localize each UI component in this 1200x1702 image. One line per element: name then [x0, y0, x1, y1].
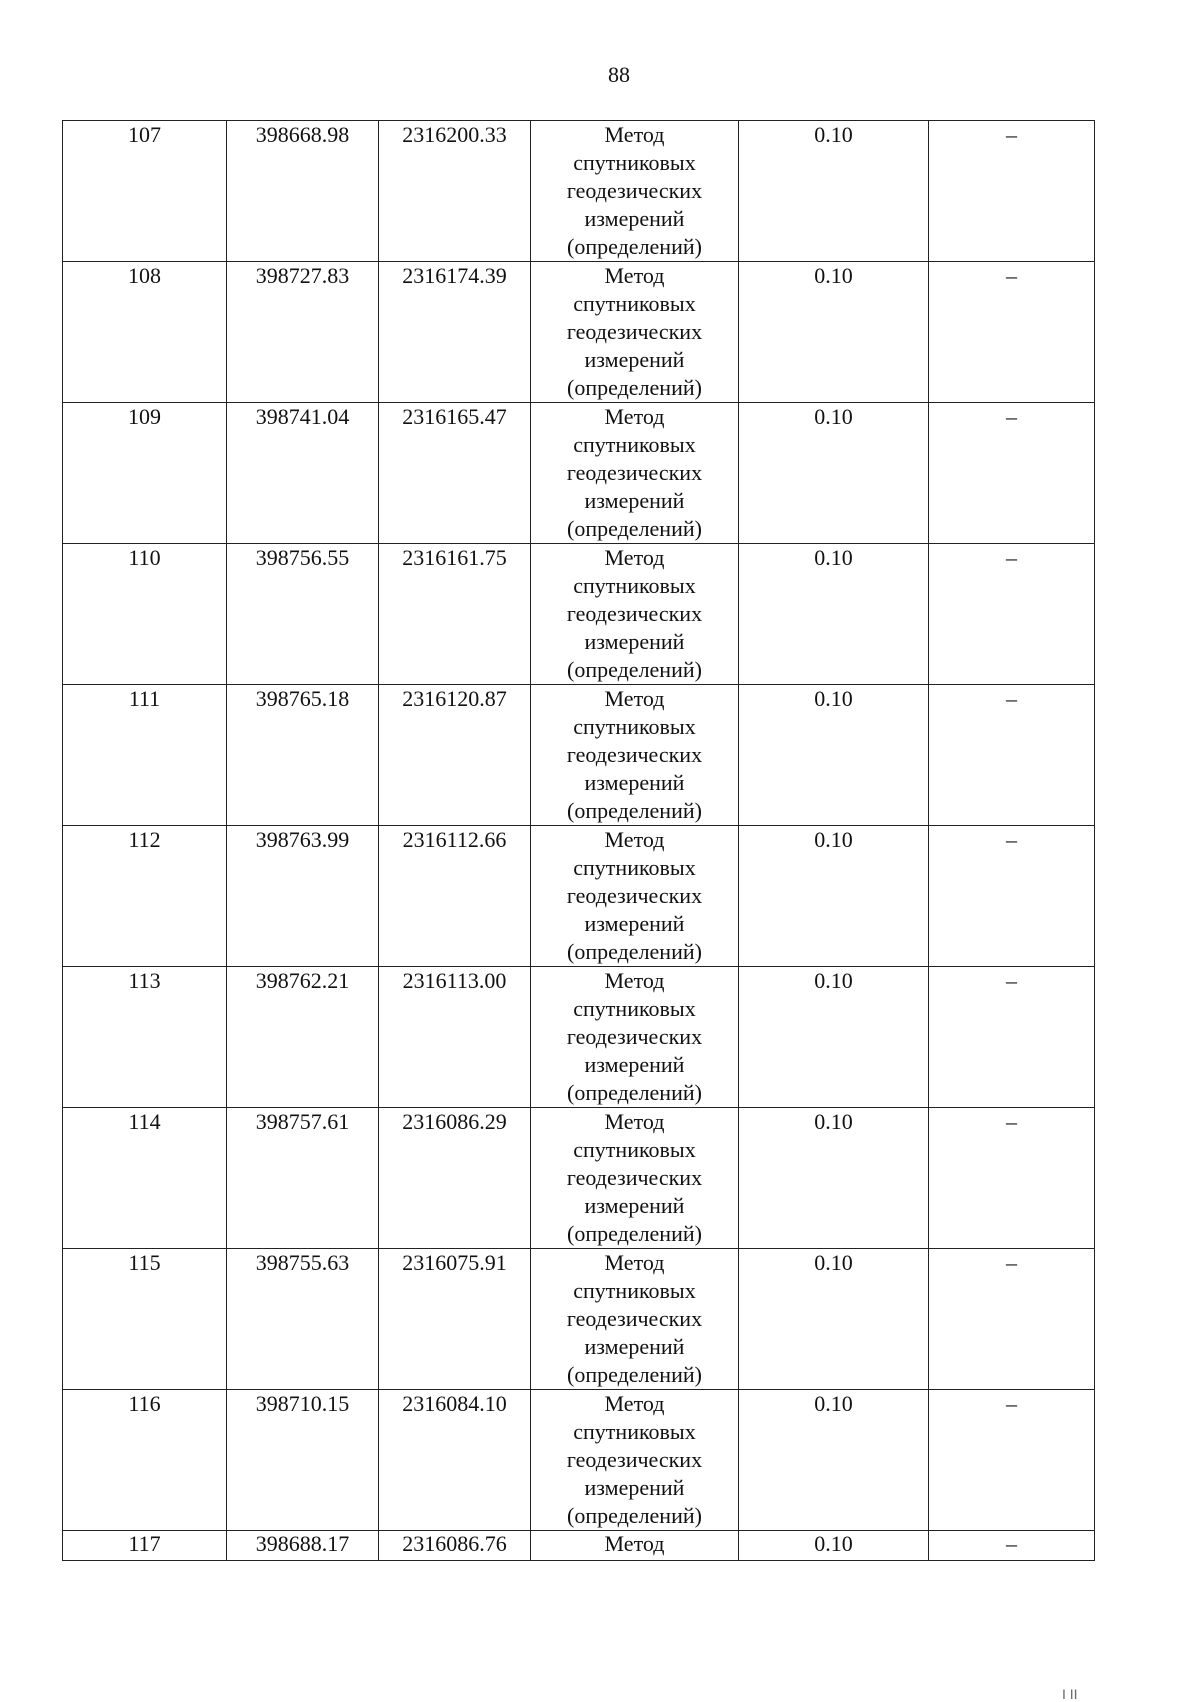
accuracy-cell: 0.10 [739, 685, 929, 826]
method-line: Метод [604, 1109, 665, 1134]
y-coordinate-cell: 2316086.76 [379, 1531, 531, 1561]
note-cell: – [929, 1249, 1095, 1390]
y-coordinate-cell: 2316084.10 [379, 1390, 531, 1531]
method-line: спутниковых [573, 714, 696, 739]
point-number-cell: 109 [63, 403, 227, 544]
method-line: геодезических [566, 460, 703, 485]
method-line: измерений [584, 206, 685, 231]
page-number: 88 [608, 62, 630, 87]
x-coordinate-cell: 398765.18 [227, 685, 379, 826]
x-coordinate-cell: 398763.99 [227, 826, 379, 967]
method-line: Метод [604, 827, 665, 852]
method-line: геодезических [566, 319, 703, 344]
note-cell: – [929, 403, 1095, 544]
note-cell: – [929, 826, 1095, 967]
accuracy-cell: 0.10 [739, 544, 929, 685]
x-coordinate-cell: 398762.21 [227, 967, 379, 1108]
method-line: измерений [584, 1334, 685, 1359]
method-cell [531, 967, 739, 1108]
note-cell: – [929, 967, 1095, 1108]
method-line: измерений [584, 1052, 685, 1077]
x-coordinate-cell: 398668.98 [227, 121, 379, 262]
method-line: (определений) [567, 657, 702, 682]
accuracy-cell: 0.10 [739, 262, 929, 403]
point-number-cell: 115 [63, 1249, 227, 1390]
table-row [63, 121, 1095, 262]
table-row [63, 544, 1095, 685]
method-line: (определений) [567, 375, 702, 400]
accuracy-cell: 0.10 [739, 1390, 929, 1531]
method-line: спутниковых [573, 1278, 696, 1303]
method-line: Метод [604, 122, 665, 147]
coordinates-table [62, 120, 1095, 1561]
accuracy-cell: 0.10 [739, 1249, 929, 1390]
y-coordinate-cell: 2316113.00 [379, 967, 531, 1108]
method-line: спутниковых [573, 291, 696, 316]
x-coordinate-cell: 398755.63 [227, 1249, 379, 1390]
method-line: (определений) [567, 516, 702, 541]
accuracy-cell: 0.10 [739, 121, 929, 262]
method-line: Метод [604, 1391, 665, 1416]
point-number-cell: 107 [63, 121, 227, 262]
method-line: геодезических [566, 601, 703, 626]
method-line: спутниковых [573, 573, 696, 598]
note-cell: – [929, 1108, 1095, 1249]
table-row [63, 1108, 1095, 1249]
y-coordinate-cell: 2316161.75 [379, 544, 531, 685]
method-line: геодезических [566, 1447, 703, 1472]
method-line: геодезических [566, 742, 703, 767]
point-number-cell: 111 [63, 685, 227, 826]
method-line: (определений) [567, 234, 702, 259]
method-cell [531, 685, 739, 826]
x-coordinate-cell: 398756.55 [227, 544, 379, 685]
method-line: измерений [584, 1193, 685, 1218]
note-cell: – [929, 121, 1095, 262]
note-cell: – [929, 544, 1095, 685]
y-coordinate-cell: 2316112.66 [379, 826, 531, 967]
table-row [63, 262, 1095, 403]
x-coordinate-cell: 398727.83 [227, 262, 379, 403]
method-cell [531, 262, 739, 403]
table-row [63, 403, 1095, 544]
method-line: (определений) [567, 1080, 702, 1105]
accuracy-cell: 0.10 [739, 967, 929, 1108]
note-cell: – [929, 262, 1095, 403]
method-line: (определений) [567, 1362, 702, 1387]
method-line: измерений [584, 1475, 685, 1500]
method-cell [531, 1108, 739, 1249]
y-coordinate-cell: 2316086.29 [379, 1108, 531, 1249]
x-coordinate-cell: 398741.04 [227, 403, 379, 544]
method-line: Метод [604, 1531, 665, 1556]
y-coordinate-cell: 2316200.33 [379, 121, 531, 262]
coordinates-table-body [63, 121, 1095, 1561]
method-cell [531, 826, 739, 967]
method-cell [531, 544, 739, 685]
method-cell [531, 1390, 739, 1531]
method-cell [531, 1531, 739, 1561]
method-line: измерений [584, 629, 685, 654]
method-line: (определений) [567, 1221, 702, 1246]
point-number-cell: 116 [63, 1390, 227, 1531]
table-row [63, 1249, 1095, 1390]
method-line: Метод [604, 1250, 665, 1275]
note-cell: – [929, 1390, 1095, 1531]
point-number-cell: 112 [63, 826, 227, 967]
method-line: геодезических [566, 883, 703, 908]
method-line: (определений) [567, 939, 702, 964]
table-row [63, 826, 1095, 967]
accuracy-cell: 0.10 [739, 1108, 929, 1249]
accuracy-cell: 0.10 [739, 1531, 929, 1561]
table-row [63, 1531, 1095, 1561]
note-cell: – [929, 685, 1095, 826]
method-line: спутниковых [573, 855, 696, 880]
method-line: измерений [584, 488, 685, 513]
note-cell: – [929, 1531, 1095, 1561]
method-line: Метод [604, 686, 665, 711]
x-coordinate-cell: 398710.15 [227, 1390, 379, 1531]
table-row [63, 1390, 1095, 1531]
method-line: спутниковых [573, 150, 696, 175]
table-row [63, 685, 1095, 826]
method-cell [531, 403, 739, 544]
method-cell [531, 121, 739, 262]
method-line: (определений) [567, 1503, 702, 1528]
method-line: измерений [584, 347, 685, 372]
method-line: спутниковых [573, 996, 696, 1021]
y-coordinate-cell: 2316075.91 [379, 1249, 531, 1390]
method-line: (определений) [567, 798, 702, 823]
x-coordinate-cell: 398688.17 [227, 1531, 379, 1561]
point-number-cell: 117 [63, 1531, 227, 1561]
accuracy-cell: 0.10 [739, 403, 929, 544]
method-line: Метод [604, 263, 665, 288]
method-line: Метод [604, 404, 665, 429]
method-cell [531, 1249, 739, 1390]
point-number-cell: 114 [63, 1108, 227, 1249]
method-line: Метод [604, 968, 665, 993]
point-number-cell: 108 [63, 262, 227, 403]
table-row [63, 967, 1095, 1108]
method-line: геодезических [566, 1165, 703, 1190]
method-line: спутниковых [573, 432, 696, 457]
scan-corner-mark: I II [1062, 1686, 1078, 1702]
method-line: спутниковых [573, 1137, 696, 1162]
x-coordinate-cell: 398757.61 [227, 1108, 379, 1249]
point-number-cell: 110 [63, 544, 227, 685]
method-line: измерений [584, 911, 685, 936]
method-line: геодезических [566, 1306, 703, 1331]
method-line: геодезических [566, 178, 703, 203]
method-line: измерений [584, 770, 685, 795]
y-coordinate-cell: 2316165.47 [379, 403, 531, 544]
method-line: спутниковых [573, 1419, 696, 1444]
accuracy-cell: 0.10 [739, 826, 929, 967]
point-number-cell: 113 [63, 967, 227, 1108]
method-line: Метод [604, 545, 665, 570]
y-coordinate-cell: 2316174.39 [379, 262, 531, 403]
method-line: геодезических [566, 1024, 703, 1049]
y-coordinate-cell: 2316120.87 [379, 685, 531, 826]
